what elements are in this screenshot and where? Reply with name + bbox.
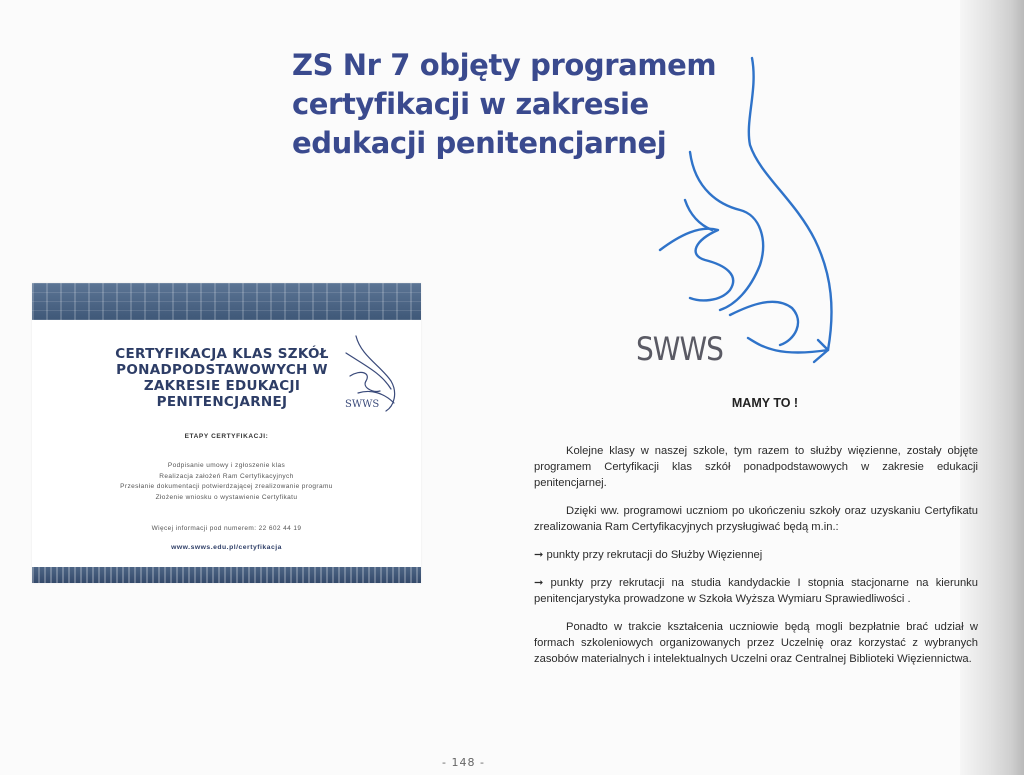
slogan: MAMY TO ! xyxy=(731,396,799,410)
article-body xyxy=(534,443,978,679)
flyer-header-photo-band xyxy=(32,283,421,320)
swws-doodle-drawing xyxy=(600,40,870,380)
article-bullet: ➞ punkty przy rekrutacji do Służby Więziennej xyxy=(534,549,763,561)
article-bullet: ➞ punkty przy rekrutacji na studia kandydackie I stopnia stacjonarne na kierunku penitencjarystyka prowadzone w Szkoła Wyższa Wymiaru Sprawiedliwości . xyxy=(534,577,978,605)
flyer-stage-item: Podpisanie umowy i zgłoszenie klas xyxy=(167,462,286,469)
certification-flyer xyxy=(32,283,421,583)
flyer-stages-list xyxy=(32,461,421,503)
flyer-stage-item: Przesłanie dokumentacji potwierdzającej zrealizowanie programu xyxy=(120,483,333,490)
flyer-stage-item: Realizacja założeń Ram Certyfikacyjnych xyxy=(159,472,294,480)
article-paragraph: Kolejne klasy w naszej szkole, tym razem to służby więzienne, zostały objęte programem Certyfikacji klas szkół ponadpodstawowych w zakresie edukacji penitencjarnej. xyxy=(534,445,978,489)
flyer-stages-title: ETAPY CERTYFIKACJI: xyxy=(184,433,269,440)
handwritten-swws-logo: SWWS xyxy=(636,330,723,368)
page-number: - 148 - xyxy=(442,756,485,769)
flyer-website-link: www.swws.edu.pl/certyfikacja xyxy=(171,544,282,551)
article-paragraph: Ponadto w trakcie kształcenia uczniowie będą mogli bezpłatnie brać udział w formach szkoleniowych organizowanych przez Uczelnię oraz korzystać z wybranych zasobów materialnych i intelektualnych Uczelni oraz Centralnej Biblioteki Więziennictwa. xyxy=(534,621,978,665)
article-title: ZS Nr 7 objęty programem certyfikacji w zakresie edukacji penitencjarnej xyxy=(292,48,717,160)
article-paragraph: Dzięki ww. programowi uczniom po ukończeniu szkoły oraz uzyskaniu Certyfikatu zrealizowania Ram Certyfikacyjnych przysługiwać będą m.in.: xyxy=(534,505,978,533)
flyer-footer-photo-band xyxy=(32,567,421,583)
flyer-heading: CERTYFIKACJA KLAS SZKÓŁ PONADPODSTAWOWYCH W ZAKRESIE EDUKACJI PENITENCJARNEJ xyxy=(115,346,329,410)
flyer-stage-item: Złożenie wniosku o wystawienie Certyfikatu xyxy=(155,493,298,501)
flyer-logo-text: SWWS xyxy=(345,399,380,410)
flyer-phone-info: Więcej informacji pod numerem: 22 602 44 19 xyxy=(151,525,302,532)
